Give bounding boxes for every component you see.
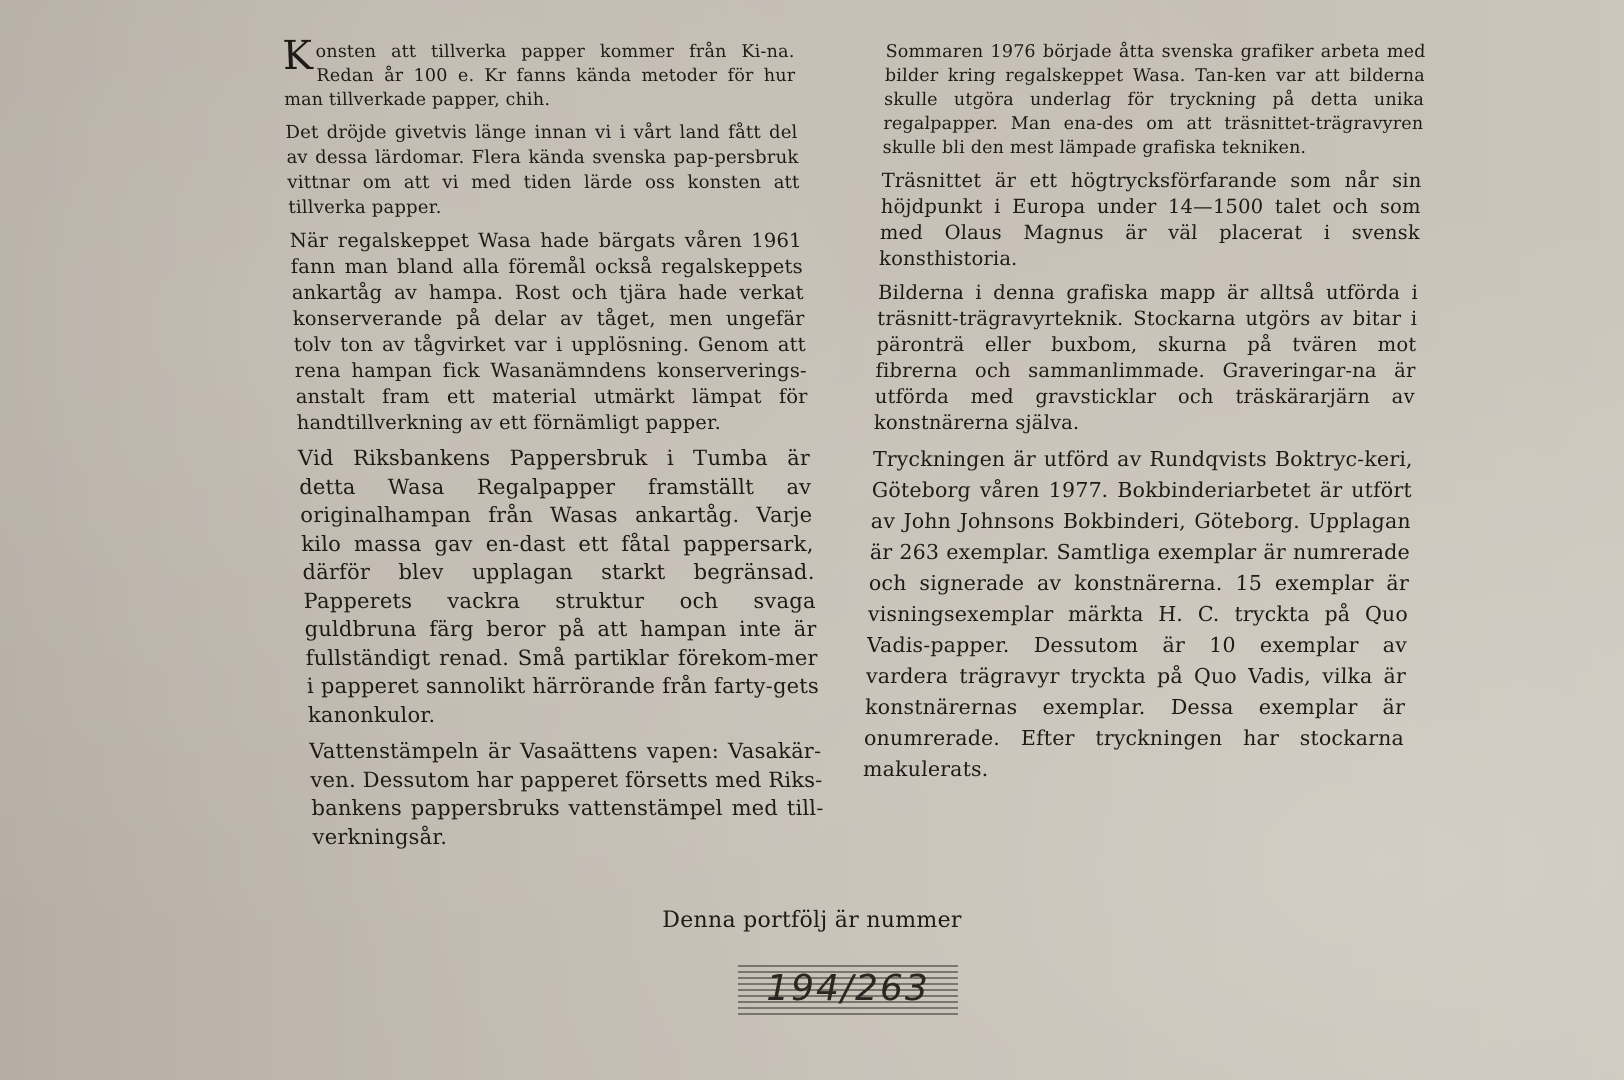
paragraph-technique: Bilderna i denna grafiska mapp är alltså utförda i träsnitt-trägravyrteknik. Stockarna utgörs av bitar i päronträ eller buxbom, skurna på tvären mot fibrerna och sammanlimmade. Graveringar-na är utförda med gravsticklar och träskärarjärn av konstnärerna själva. xyxy=(873,281,1419,434)
edition-number-field xyxy=(738,964,958,1018)
portfolio-number-caption: Denna portfölj är nummer xyxy=(662,908,962,933)
edition-number: 194/263 xyxy=(766,968,930,1009)
paragraph-intro-text: onsten att tillverka papper kommer från Ki-na. Redan år 100 e. Kr fanns kända metoder för hur man tillverkade papper, chih. xyxy=(283,42,796,110)
paragraph-artists: Sommaren 1976 började åtta svenska grafiker arbeta med bilder kring regalskeppet Wasa. Tan-ken var att bilderna skulle utgöra underlag för tryckning på detta unika regalpapper. Man ena-des om att träsnittet-trägravyren skulle bli den mest lämpade grafiska tekniken. xyxy=(882,42,1426,158)
right-text-column xyxy=(862,40,1426,793)
left-text-column xyxy=(281,33,825,859)
paragraph-intro xyxy=(281,33,797,112)
paragraph-wasa-salvage: När regalskeppet Wasa hade bärgats våren 1961 fann man bland alla föremål också regalskeppets ankartåg av hampa. Rost och tjära hade verkat konserverande på delar av tåget, men ungefär tolv ton av tågvirket var i upplösning. Genom att rena hampan fick Wasanämndens konserverings-anstalt fram ett material utmärkt lämpat för handtillverkning av ett förnämligt papper. xyxy=(289,229,809,434)
paragraph-woodcut: Träsnittet är ett högtrycksförfarande som når sin höjdpunkt i Europa under 14—1500 talet och som med Olaus Magnus är väl placerat i svensk konsthistoria. xyxy=(878,169,1422,270)
paragraph-printing: Tryckningen är utförd av Rundqvists Boktryc-keri, Göteborg våren 1977. Bokbinderiarbetet är utfört av John Johnsons Bokbinderi, Göteborg. Upplagan är 263 exemplar. Samtliga exemplar är numrerade och signerade av konstnärerna. 15 exemplar är visningsexemplar märkta H. C. tryckta på Quo Vadis-papper. Dessutom är 10 exemplar av vardera trägravyr tryckta på Quo Vadis, vilka är konstnärernas exemplar. Dessa exemplar är onumrerade. Efter tryckningen har stockarna makulerats. xyxy=(862,447,1414,781)
paragraph-tumba-mill: Vid Riksbankens Pappersbruk i Tumba är detta Wasa Regalpapper framställt av originalhampan från Wasas ankartåg. Varje kilo massa gav en-dast ett fåtal pappersark, därför blev upplagan starkt begränsad. Papperets vackra struktur och svaga guldbruna färg beror på att hampan inte är fullständigt renad. Små partiklar förekom-mer i papperet sannolikt härrörande från farty-gets kanonkulor. xyxy=(297,446,820,727)
paragraph-swedish-mills: Det dröjde givetvis länge innan vi i vårt land fått del av dessa lärdomar. Flera kända svenska pap-persbruk vittnar om att vi med tiden lärde oss konsten att tillverka papper. xyxy=(285,122,800,218)
paragraph-watermark: Vattenstämpeln är Vasaättens vapen: Vasakär-ven. Dessutom har papperet försetts med Riks-bankens pappersbruks vattenstämpel med till-verkningsår. xyxy=(308,739,824,849)
dropcap-letter: K xyxy=(281,33,314,79)
